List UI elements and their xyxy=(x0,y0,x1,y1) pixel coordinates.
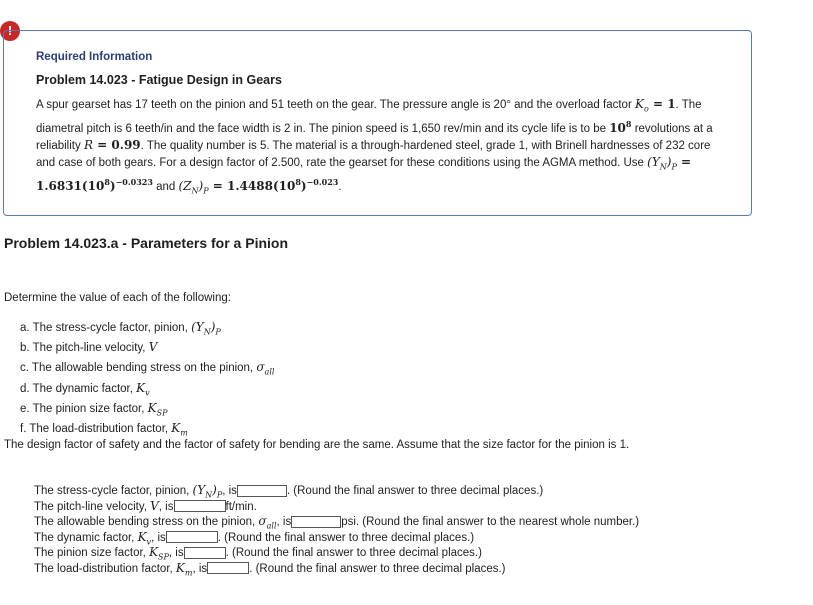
answer-row: The pinion size factor, $K_{SP}$, is . (Round the final answer to three decimal places.) xyxy=(34,545,482,562)
stress-cycle-factor-input[interactable] xyxy=(237,485,287,497)
list-item: f. The load-distribution factor, $K_m$ xyxy=(20,420,188,438)
dynamic-factor-input[interactable] xyxy=(166,531,218,543)
answer-section xyxy=(34,483,639,576)
allowable-bending-stress-input[interactable] xyxy=(291,516,341,528)
alert-icon: ! xyxy=(0,21,20,41)
parameter-list xyxy=(20,320,274,441)
assumption-note: The design factor of safety and the factor of safety for bending are the same. Assume that the size factor for the pinion is 1. xyxy=(4,439,630,451)
problem-statement: A spur gearset has 17 teeth on the pinion and 51 teeth on the gear. The pressure angle is 20° and the overload factor $K_o = 1$. The diametral pitch is 6 teeth/in and the face width is 2 in. The pinion speed is 1,650 rev/min and its cycle life is to be $10^8$ revolutions at a reliability R = 0.99. The quality number is 5. The material is a through-hardened steel, grade 1, with Brinell hardnesses of 232 core and case of both gears. For a design factor of 2.500, rate the gearset for these conditions using the AGMA method. Use $(Y_N)_P = 1.6831(10^8)^{-0.0323}$ and $(Z_N)_P = 1.4488(10^8)^{-0.023}$. xyxy=(36,97,713,196)
list-item: b. The pitch-line velocity, V xyxy=(20,340,158,355)
list-item: e. The pinion size factor, $K_{SP}$ xyxy=(20,400,168,418)
answer-row: The stress-cycle factor, pinion, $(Y_N)_P$, is . (Round the final answer to three decimal places.) xyxy=(34,483,544,500)
load-distribution-factor-input[interactable] xyxy=(207,562,249,574)
part-title: Problem 14.023.a - Parameters for a Pinion xyxy=(4,235,289,251)
problem-title: Problem 14.023 - Fatigue Design in Gears xyxy=(36,73,282,87)
determine-instruction: Determine the value of each of the following: xyxy=(4,292,231,304)
pitch-line-velocity-input[interactable] xyxy=(174,500,226,512)
required-information-heading: Required Information xyxy=(36,51,153,63)
answer-row: The dynamic factor, $K_v$, is . (Round the final answer to three decimal places.) xyxy=(34,529,475,546)
list-item: d. The dynamic factor, $K_v$ xyxy=(20,380,150,397)
answer-row: The pitch-line velocity, V, is ft/min. xyxy=(34,498,257,513)
answer-row: The allowable bending stress on the pinion, $\sigma_{all}$, is psi. (Round the final answer to the nearest whole number.) xyxy=(34,514,640,531)
list-item: a. The stress-cycle factor, pinion, $(Y_N)_P$ xyxy=(20,320,221,337)
list-item: c. The allowable bending stress on the pinion, $\sigma_{all}$ xyxy=(20,360,275,377)
answer-row: The load-distribution factor, $K_m$, is . (Round the final answer to three decimal places.) xyxy=(34,560,506,577)
pinion-size-factor-input[interactable] xyxy=(184,547,226,559)
